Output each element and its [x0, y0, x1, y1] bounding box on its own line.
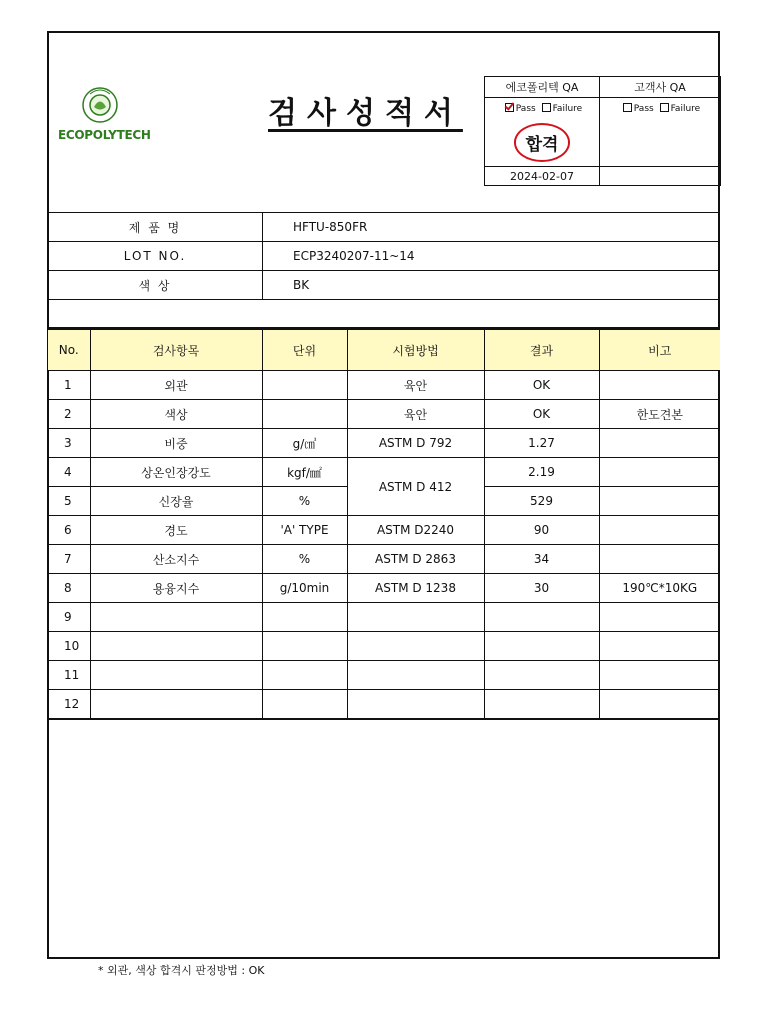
row-result: 90 — [484, 516, 599, 545]
row-method: ASTM D2240 — [347, 516, 484, 545]
row-result: 529 — [484, 487, 599, 516]
row-result: OK — [484, 371, 599, 400]
row-item: 경도 — [90, 516, 262, 545]
customer-failure-checkbox-icon[interactable] — [660, 103, 669, 112]
row-item: 산소지수 — [90, 545, 262, 574]
customer-pass-label: Pass — [633, 104, 654, 114]
row-no: 10 — [48, 632, 90, 661]
row-unit — [262, 632, 347, 661]
row-result: 30 — [484, 574, 599, 603]
row-note — [599, 429, 720, 458]
row-method — [347, 603, 484, 632]
row-item — [90, 603, 262, 632]
info-label: LOT NO. — [48, 242, 263, 271]
table-row — [48, 458, 720, 487]
row-note — [599, 545, 720, 574]
row-method: 육안 — [347, 400, 484, 429]
row-result — [484, 690, 599, 720]
eco-qa-checks — [485, 98, 600, 119]
table-row — [48, 574, 720, 603]
row-method: ASTM D 412 — [347, 458, 484, 516]
column-header: 결과 — [484, 329, 599, 371]
row-result: 1.27 — [484, 429, 599, 458]
column-header: 검사항목 — [90, 329, 262, 371]
row-note — [599, 516, 720, 545]
row-note: 190℃*10KG — [599, 574, 720, 603]
eco-qa-header: 에코폴리텍 QA — [485, 77, 600, 98]
row-unit: kgf/㎟ — [262, 458, 347, 487]
row-no: 8 — [48, 574, 90, 603]
row-no: 9 — [48, 603, 90, 632]
table-row — [48, 661, 720, 690]
row-note — [599, 661, 720, 690]
info-label: 색 상 — [48, 271, 263, 300]
row-method — [347, 690, 484, 720]
info-value: ECP3240207-11~14 — [263, 242, 721, 271]
row-method: ASTM D 792 — [347, 429, 484, 458]
failure-label: Failure — [552, 103, 583, 114]
column-header: No. — [48, 329, 90, 371]
row-item: 신장율 — [90, 487, 262, 516]
row-result — [484, 603, 599, 632]
row-note: 한도견본 — [599, 400, 720, 429]
customer-date — [600, 167, 721, 186]
customer-pass-checkbox-icon[interactable] — [623, 103, 632, 112]
row-unit: % — [262, 545, 347, 574]
row-method — [347, 632, 484, 661]
row-unit: g/㎤ — [262, 429, 347, 458]
inspection-date: 2024-02-07 — [485, 167, 600, 186]
row-note — [599, 690, 720, 720]
customer-qa-header: 고객사 QA — [600, 77, 721, 98]
row-result — [484, 632, 599, 661]
row-method — [347, 661, 484, 690]
row-unit — [262, 690, 347, 720]
table-row — [48, 429, 720, 458]
row-note — [599, 603, 720, 632]
row-no: 11 — [48, 661, 90, 690]
row-item — [90, 632, 262, 661]
logo-text: ECOPOLYTECH — [58, 128, 151, 142]
row-unit — [262, 603, 347, 632]
row-item: 용융지수 — [90, 574, 262, 603]
failure-checkbox-icon[interactable] — [542, 103, 551, 112]
row-no: 12 — [48, 690, 90, 720]
row-item: 상온인장강도 — [90, 458, 262, 487]
pass-checkbox-checked-icon[interactable] — [505, 103, 514, 112]
row-no: 2 — [48, 400, 90, 429]
footnote: * 외관, 색상 합격시 판정방법 : OK — [98, 964, 265, 977]
row-unit: 'A' TYPE — [262, 516, 347, 545]
info-row-lot-no — [48, 242, 720, 271]
row-item — [90, 690, 262, 720]
table-row — [48, 400, 720, 429]
row-no: 1 — [48, 371, 90, 400]
row-unit: g/10min — [262, 574, 347, 603]
column-header: 시험방법 — [347, 329, 484, 371]
info-row-color — [48, 271, 720, 300]
stamp-cell — [485, 118, 600, 167]
row-method: ASTM D 2863 — [347, 545, 484, 574]
table-row — [48, 371, 720, 400]
column-header: 단위 — [262, 329, 347, 371]
company-logo — [52, 80, 162, 150]
customer-failure-label: Failure — [670, 104, 701, 114]
row-no: 4 — [48, 458, 90, 487]
table-row — [48, 516, 720, 545]
row-item: 색상 — [90, 400, 262, 429]
table-row — [48, 690, 720, 720]
row-method: ASTM D 1238 — [347, 574, 484, 603]
row-result: 34 — [484, 545, 599, 574]
row-item: 비중 — [90, 429, 262, 458]
row-method: 육안 — [347, 371, 484, 400]
pass-label: Pass — [515, 103, 536, 114]
row-note — [599, 632, 720, 661]
row-result: 2.19 — [484, 458, 599, 487]
row-no: 7 — [48, 545, 90, 574]
row-item — [90, 661, 262, 690]
row-result — [484, 661, 599, 690]
qa-approval-box — [484, 76, 721, 186]
pass-stamp: 합격 — [514, 123, 571, 162]
row-item: 외관 — [90, 371, 262, 400]
info-value: HFTU-850FR — [263, 213, 721, 242]
column-header: 비고 — [599, 329, 720, 371]
customer-qa-checks — [600, 98, 721, 167]
row-note — [599, 487, 720, 516]
product-info — [48, 212, 720, 300]
info-label: 제 품 명 — [48, 213, 263, 242]
row-note — [599, 458, 720, 487]
row-no: 6 — [48, 516, 90, 545]
row-unit — [262, 371, 347, 400]
row-unit — [262, 661, 347, 690]
table-row — [48, 603, 720, 632]
row-note — [599, 371, 720, 400]
table-header-row — [48, 329, 720, 371]
inspection-table — [48, 327, 720, 720]
info-row-product-name — [48, 213, 720, 242]
row-unit: % — [262, 487, 347, 516]
row-no: 5 — [48, 487, 90, 516]
document-title: 검사성적서 — [268, 96, 463, 131]
table-row — [48, 545, 720, 574]
info-value: BK — [263, 271, 721, 300]
row-result: OK — [484, 400, 599, 429]
row-unit — [262, 400, 347, 429]
table-row — [48, 632, 720, 661]
row-no: 3 — [48, 429, 90, 458]
